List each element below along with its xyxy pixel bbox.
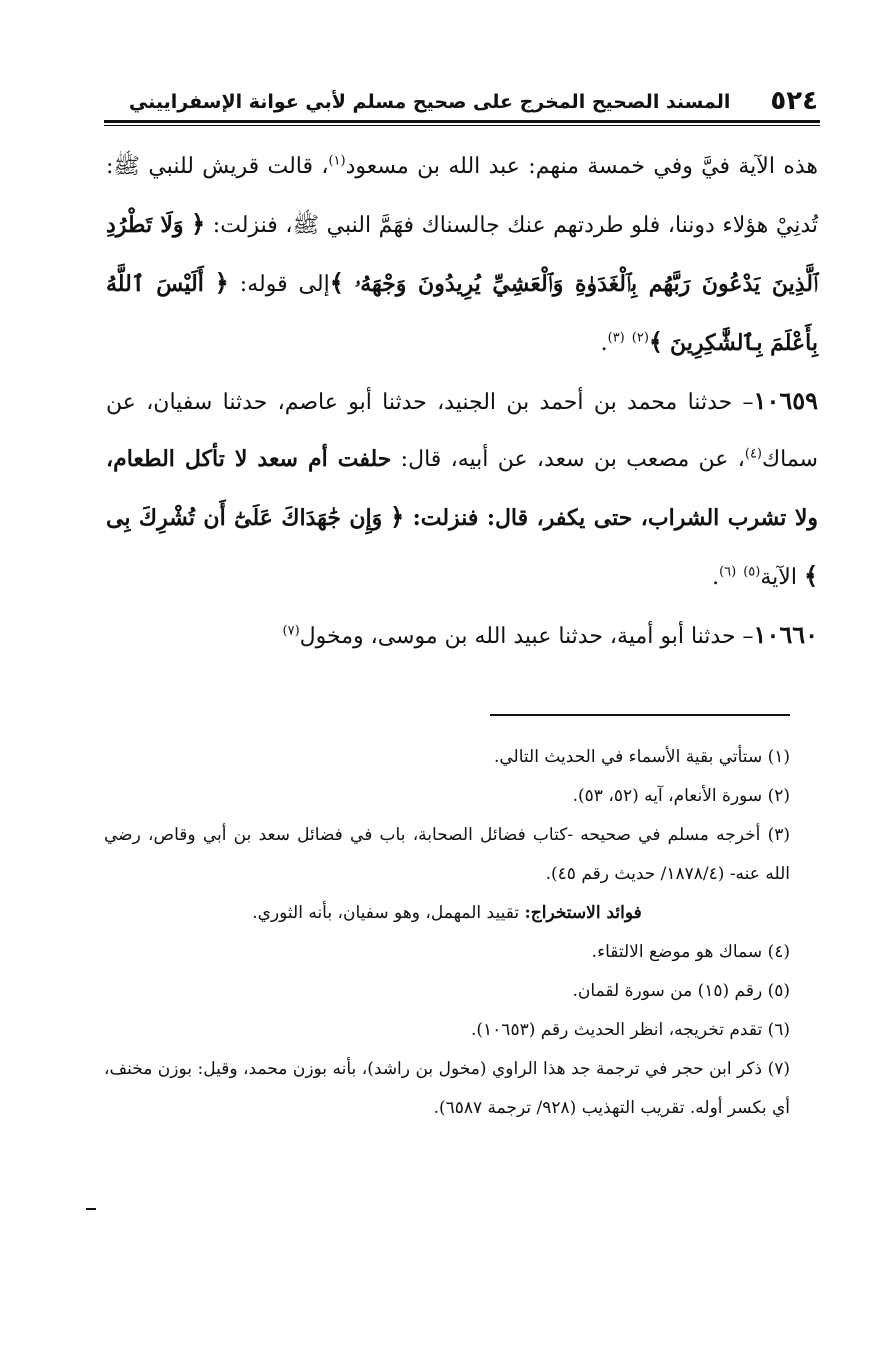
quran-bracket-close: ﴾ <box>648 327 663 356</box>
footnote-separator <box>490 714 790 716</box>
text-run: – حدثنا محمد بن أحمد بن الجنيد، حدثنا أبو عاصم، حدثنا سفيان، عن سماك <box>106 390 818 472</box>
footnote-ref-1: (١) <box>328 153 346 169</box>
footnote-4: (٤) سماك هو موضع الالتقاء. <box>591 942 790 962</box>
quran-bracket-close: ﴾ <box>803 561 818 590</box>
hadith-number: ١٠٦٥٩ <box>753 386 818 415</box>
footnote-6: (٦) تقدم تخريجه، انظر الحديث رقم (١٠٦٥٣). <box>471 1020 790 1040</box>
header-rule-thick <box>104 120 820 123</box>
footnote-3-note <box>104 894 790 933</box>
footnote-ref-7: (٧) <box>282 623 300 639</box>
main-text <box>106 138 818 665</box>
paragraph-verse-context <box>106 138 818 372</box>
text-run: إلى قوله: <box>228 272 330 297</box>
text-run: الآية <box>760 565 804 590</box>
footnote-3: (٣) أخرجه مسلم في صحيحه -كتاب فضائل الصحابة، باب في فضائل سعد بن أبي وقاص، رضي الله عنه- (١٨٧٨/٤/ حديث رقم ٤٥). <box>104 825 790 884</box>
text-run: ، عن مصعب بن سعد، عن أبيه، قال: <box>391 447 745 472</box>
text-run: – حدثنا أبو أمية، حدثنا عبيد الله بن موسى، ومخول <box>299 624 754 649</box>
text-run: . <box>712 565 720 590</box>
note-label: فوائد الاستخراج: <box>524 903 642 923</box>
text-run: . <box>600 331 608 356</box>
footnote-ref-6: (٦) <box>719 564 737 580</box>
footnote-ref-4: (٤) <box>744 446 762 462</box>
footnote-5: (٥) رقم (١٥) من سورة لقمان. <box>572 981 790 1001</box>
quran-verse: أَلَيْسَ ٱللَّهُ بِأَعْلَمَ بِٱلشَّٰكِرِينَ <box>106 271 818 356</box>
hadith-10659 <box>106 372 818 606</box>
hadith-matn: حلفت أم سعد لا تأكل الطعام، ولا تشرب الشراب، حتى يكفر، قال: فنزلت: <box>106 446 818 531</box>
hadith-number: ١٠٦٦٠ <box>753 620 818 649</box>
quran-bracket-close: ﴾ <box>329 268 344 297</box>
footnote-2: (٢) سورة الأنعام، آيه (٥٢، ٥٣). <box>572 786 790 806</box>
footnote-ref-3: (٣) <box>607 330 625 346</box>
note-text: تقييد المهمل، وهو سفيان، بأنه الثوري. <box>252 903 525 923</box>
hadith-10660 <box>106 606 818 665</box>
quran-bracket-open: ﴿ <box>214 268 229 297</box>
page-end-mark <box>86 1208 96 1210</box>
page-number: ٥٢٤ <box>770 86 818 116</box>
quran-verse: وَإِن جَٰهَدَاكَ عَلَىٰٓ أَن تُشْرِكَ بِى <box>106 505 383 531</box>
footnote-7: (٧) ذكر ابن حجر في ترجمة جد هذا الراوي (مخول بن راشد)، بأنه بوزن محمد، وقيل: بوزن مخنف، أي بكسر أوله. تقريب التهذيب (٩٢٨/ ترجمة ٦٥٨٧). <box>104 1059 790 1118</box>
footnote-1: (١) ستأتي بقية الأسماء في الحديث التالي. <box>493 747 790 767</box>
running-title: المسند الصحيح المخرج على صحيح مسلم لأبي عوانة الإسفراييني <box>128 91 731 113</box>
quran-bracket-open: ﴿ <box>191 209 206 238</box>
quran-bracket-open: ﴿ <box>390 502 405 531</box>
page-header <box>106 84 818 116</box>
footnotes <box>104 738 790 1128</box>
footnote-ref-2: (٢) <box>631 330 649 346</box>
footnote-ref-5: (٥) <box>743 564 761 580</box>
header-rule-thin <box>104 125 820 126</box>
text-run: هذه الآية فيَّ وفي خمسة منهم: عبد الله بن مسعود <box>345 154 818 179</box>
quran-verse: وَلَا تَطْرُدِ ٱلَّذِينَ يَدْعُونَ رَبَّهُم بِٱلْغَدَوٰةِ وَٱلْعَشِيِّ يُرِيدُونَ وَجْهَهُۥ <box>106 212 819 297</box>
text-run: ، قالت قريش للنبي ﷺ: تُدنِيْ هؤلاء دوننا، فلو طردتهم عنك جالسناك فهَمَّ النبي ﷺ، فنزلت: <box>106 154 819 238</box>
